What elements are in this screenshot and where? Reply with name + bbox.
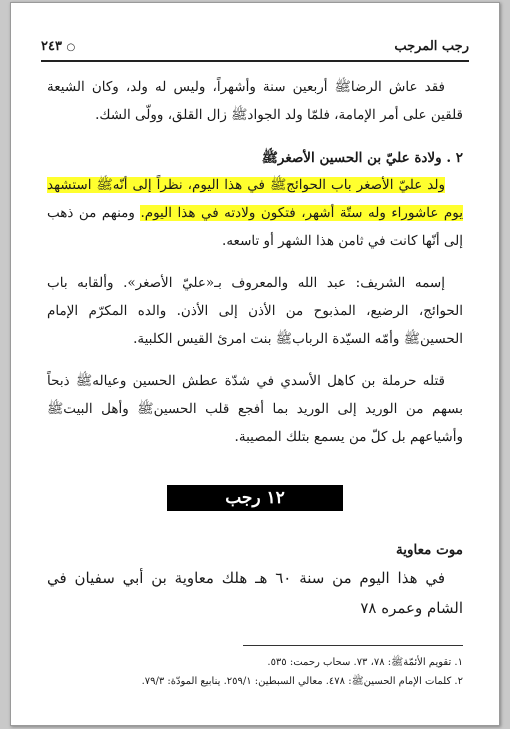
footnotes xyxy=(47,653,463,691)
paragraph-4: قتله حرملة بن كاهل الأسدي في شدّة عطش الحسين وعيالهﷺ ذبحاً بسهم من الوريد إلى الوريد بما أفجع قلب الحسينﷺ وأهل البيتﷺ وأشياعهم بل كلّ من يسمع بتلك المصيبة. xyxy=(47,373,463,445)
page-content xyxy=(47,73,463,623)
date-banner: ١٢ رجب xyxy=(167,485,343,511)
page-number xyxy=(41,39,75,54)
paragraph-3: إسمه الشريف: عبد الله والمعروف بـ«عليّ الأصغر». وألقابه باب الحوائج، الرضيع، المذبوح من الأذن إلى الأذن. والده المكرّم الإمام الحسينﷺ وأمّه السيّدة الربابﷺ بنت امرئ القيس الكلبية. xyxy=(47,275,463,347)
page-header xyxy=(41,39,469,59)
paragraph-1: فقد عاش الرضاﷺ أربعين سنة وأشهراً، وليس له ولد، وكان الشيعة قلقين على أمر الإمامة، فلمّا ولد الجوادﷺ زال القلق، وولّى الشك. xyxy=(47,79,463,123)
page-number-text: ٢٤٣ xyxy=(41,39,62,54)
header-title: رجب المرجب xyxy=(394,39,469,54)
subheading: موت معاوية xyxy=(396,542,463,558)
circle-icon: ○ xyxy=(66,42,76,53)
section-heading: ٢ . ولادة عليّ بن الحسين الأصغرﷺ xyxy=(261,150,463,166)
footnote-rule xyxy=(243,645,463,646)
document-page xyxy=(10,2,500,726)
banner-container xyxy=(47,485,463,511)
highlighted-text: ولد عليّ الأصغر باب الحوائجﷺ في هذا اليوم، نظراً إلى أنّهﷺ استشهد يوم عاشوراء وله ستّة أشهر، فتكون ولادته في هذا اليوم. xyxy=(47,177,463,221)
header-rule xyxy=(41,60,469,62)
paragraph-2 xyxy=(47,171,463,255)
footnote-2: ٢. كلمات الإمام الحسينﷺ: ٤٧٨. معالي السبطين: ٢٥٩/١. ينابيع المودّة: ٧٩/٣. xyxy=(141,676,463,687)
paragraph-5: في هذا اليوم من سنة ٦٠ هـ هلك معاوية بن أبي سفيان في الشام وعمره ٧٨ xyxy=(47,569,463,617)
footnote-1: ١. تقويم الأئمّةﷺ: ٧٨، ٧٣. سحاب رحمت: ٥٣٥. xyxy=(267,657,463,668)
paragraph-2-rest: ومنهم من ذهب إلى أنّها كانت في ثامن هذا الشهر أو تاسعه. xyxy=(47,205,463,249)
